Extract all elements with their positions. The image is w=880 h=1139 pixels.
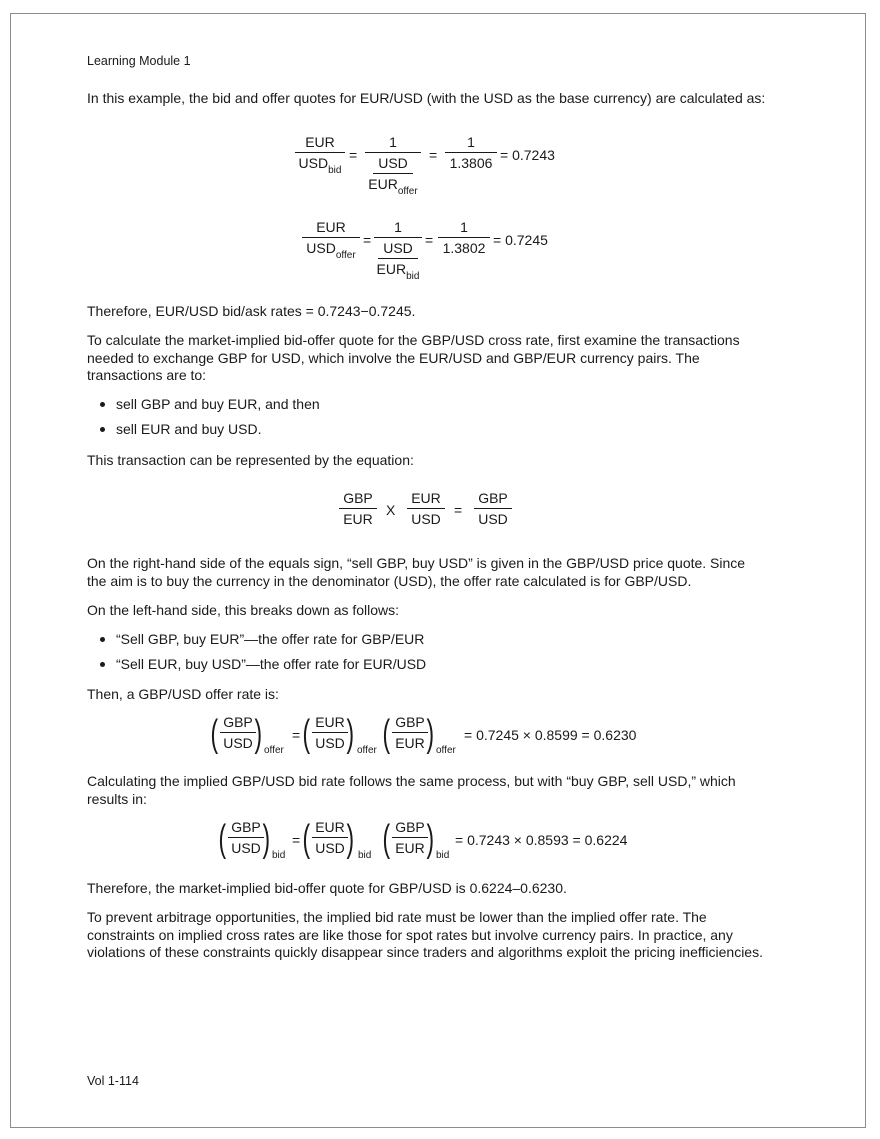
eq-cross-fraction-b [407,490,445,527]
eq-cross-times: X [386,502,396,518]
eq-bid-equals-2: = [429,147,438,163]
eq-offer-equals-2: = [425,232,434,248]
eq-offer-lhs-den-sub: offer [335,250,356,261]
eq-offer-r-den: 1.3802 [442,240,486,256]
eq-bid-right-fraction [445,134,497,171]
bullet-dot [100,637,105,642]
eq-cross-c-num: GBP [478,490,508,506]
paren-right: ) [346,818,355,860]
eq-bid-inner-den-sub: offer [397,186,418,197]
eq-gb-a-num: GBP [231,819,261,835]
eq-cross-b-den: USD [411,511,441,527]
paren-left: ( [218,818,227,860]
paren-left: ( [302,713,311,755]
calc-paragraph: To calculate the market-implied bid-offer quote for the GBP/USD cross rate, first examine the transactions needed to exchange GBP for USD, which involve the EUR/USD and GBP/EUR currency pairs. The transactions are to: [87,332,740,383]
eq-offer-one: 1 [394,219,402,235]
eq-gb-c-sub: bid [436,850,450,861]
eq-offer-equals-1: = [363,232,372,248]
eq-go-equals: = [292,727,301,743]
therefore-gbp-usd: Therefore, the market-implied bid-offer quote for GBP/USD is 0.6224–0.6230. [87,880,567,896]
eq-offer-lhs-num: EUR [316,219,346,235]
eq-go-result: = 0.7245 × 0.8599 = 0.6230 [464,727,637,743]
bullet-text-1: sell GBP and buy EUR, and then [116,396,320,412]
eq-bid-one: 1 [389,134,397,150]
then-paragraph: Then, a GBP/USD offer rate is: [87,686,279,702]
eq-go-b-num: EUR [315,714,345,730]
bullet-text-2: sell EUR and buy USD. [116,421,262,437]
arbitrage-paragraph: To prevent arbitrage opportunities, the implied bid rate must be lower than the implied offer rate. The constraints on implied cross rates are like those for spot rates but involve currency pairs. In practice, any violations of these constraints quickly disappear since traders and algorithms exploit the pricing inefficiencies. [87,909,763,960]
bullet-text-4: “Sell EUR, buy USD”—the offer rate for EUR/USD [116,656,427,672]
eq-gb-fraction-a [228,819,264,856]
eq-bid-lhs-fraction [295,134,345,176]
therefore-eur-usd: Therefore, EUR/USD bid/ask rates = 0.7243−0.7245. [87,303,416,319]
eq-cross-fraction-a [339,490,377,527]
eq-gb-fraction-c [392,819,428,856]
bullet-dot [100,427,105,432]
eq-gbp-usd-bid [220,817,640,867]
eq-offer-right-fraction [438,219,490,256]
paren-left: ( [382,713,391,755]
paren-right: ) [262,818,271,860]
eq-gb-b-sub: bid [358,850,372,861]
eq-gb-a-sub: bid [272,850,286,861]
eq-offer-inner-num: USD [383,240,413,256]
bullet-dot [100,662,105,667]
bid-paragraph: Calculating the implied GBP/USD bid rate follows the same process, but with “buy GBP, sell USD,” which results in: [87,773,736,807]
paren-right: ) [254,713,263,755]
page-number: Vol 1-114 [87,1074,139,1088]
rhs-paragraph: On the right-hand side of the equals sign, “sell GBP, buy USD” is given in the GBP/USD price quote. Since the aim is to buy the currency in the denominator (USD), the offer rate calculated is for GBP/USD. [87,555,746,589]
eq-bid-inner-num: USD [378,155,408,171]
eq-gbp-usd-offer [212,712,652,762]
eq-bid-result: = 0.7243 [500,147,555,163]
bullet-text-3: “Sell GBP, buy EUR”—the offer rate for GBP/EUR [116,631,425,647]
eq-bid-lhs-den-sub: bid [328,165,342,176]
paren-left: ( [210,713,219,755]
eq-go-c-den: EUR [395,735,425,751]
eq-bid-r-den: 1.3806 [449,155,493,171]
running-header: Learning Module 1 [87,54,191,68]
eq-offer-middle-fraction [374,219,422,282]
eq-go-fraction-a [220,714,256,751]
eq-eur-usd-offer [302,219,602,291]
paren-left: ( [382,818,391,860]
eq-cross-c-den: USD [478,511,508,527]
eq-gb-fraction-b [312,819,348,856]
eq-offer-lhs-den: USD [306,240,336,256]
eq-gb-equals: = [292,832,301,848]
paren-right: ) [426,818,435,860]
eq-go-b-den: USD [315,735,345,751]
eq-go-c-sub: offer [436,745,456,756]
eq-go-b-sub: offer [357,745,377,756]
lhs-paragraph: On the left-hand side, this breaks down as follows: [87,602,400,618]
eq-go-a-num: GBP [223,714,253,730]
eq-cross-a-den: EUR [343,511,373,527]
eq-go-a-den: USD [223,735,253,751]
eq-offer-inner-den-sub: bid [406,271,420,282]
paren-right: ) [426,713,435,755]
eq-bid-inner-den: EUR [368,176,398,192]
eq-bid-equals-1: = [349,147,358,163]
eq-cross-fraction-c [474,490,512,527]
eq-offer-inner-den: EUR [376,261,407,277]
eq-eur-usd-bid [295,134,595,206]
paren-left: ( [302,818,311,860]
eq-gb-c-num: GBP [395,819,425,835]
intro-paragraph: In this example, the bid and offer quotes for EUR/USD (with the USD as the base currency) are calculated as: [87,90,766,106]
eq-gb-a-den: USD [231,840,261,856]
eq-go-fraction-b [312,714,348,751]
eq-bid-r-num: 1 [467,134,475,150]
eq-go-fraction-c [392,714,428,751]
eq-offer-result: = 0.7245 [493,232,548,248]
eq-cross-rate [339,490,519,536]
eq-cross-b-num: EUR [411,490,441,506]
eq-gb-b-num: EUR [315,819,345,835]
eq-bid-lhs-num: EUR [305,134,335,150]
eq-offer-r-num: 1 [460,219,468,235]
eq-gb-c-den: EUR [395,840,425,856]
eq-cross-equals: = [454,502,463,518]
bullet-dot [100,402,105,407]
eq-bid-lhs-den: USD [298,155,329,171]
eq-gb-result: = 0.7243 × 0.8593 = 0.6224 [455,832,628,848]
eq-go-c-num: GBP [395,714,425,730]
eq-cross-a-num: GBP [343,490,373,506]
eq-bid-middle-fraction [365,134,421,197]
eq-gb-b-den: USD [315,840,345,856]
eq-offer-lhs-fraction [302,219,360,261]
eq-go-a-sub: offer [264,745,284,756]
paren-right: ) [346,713,355,755]
representation-paragraph: This transaction can be represented by the equation: [87,452,414,468]
